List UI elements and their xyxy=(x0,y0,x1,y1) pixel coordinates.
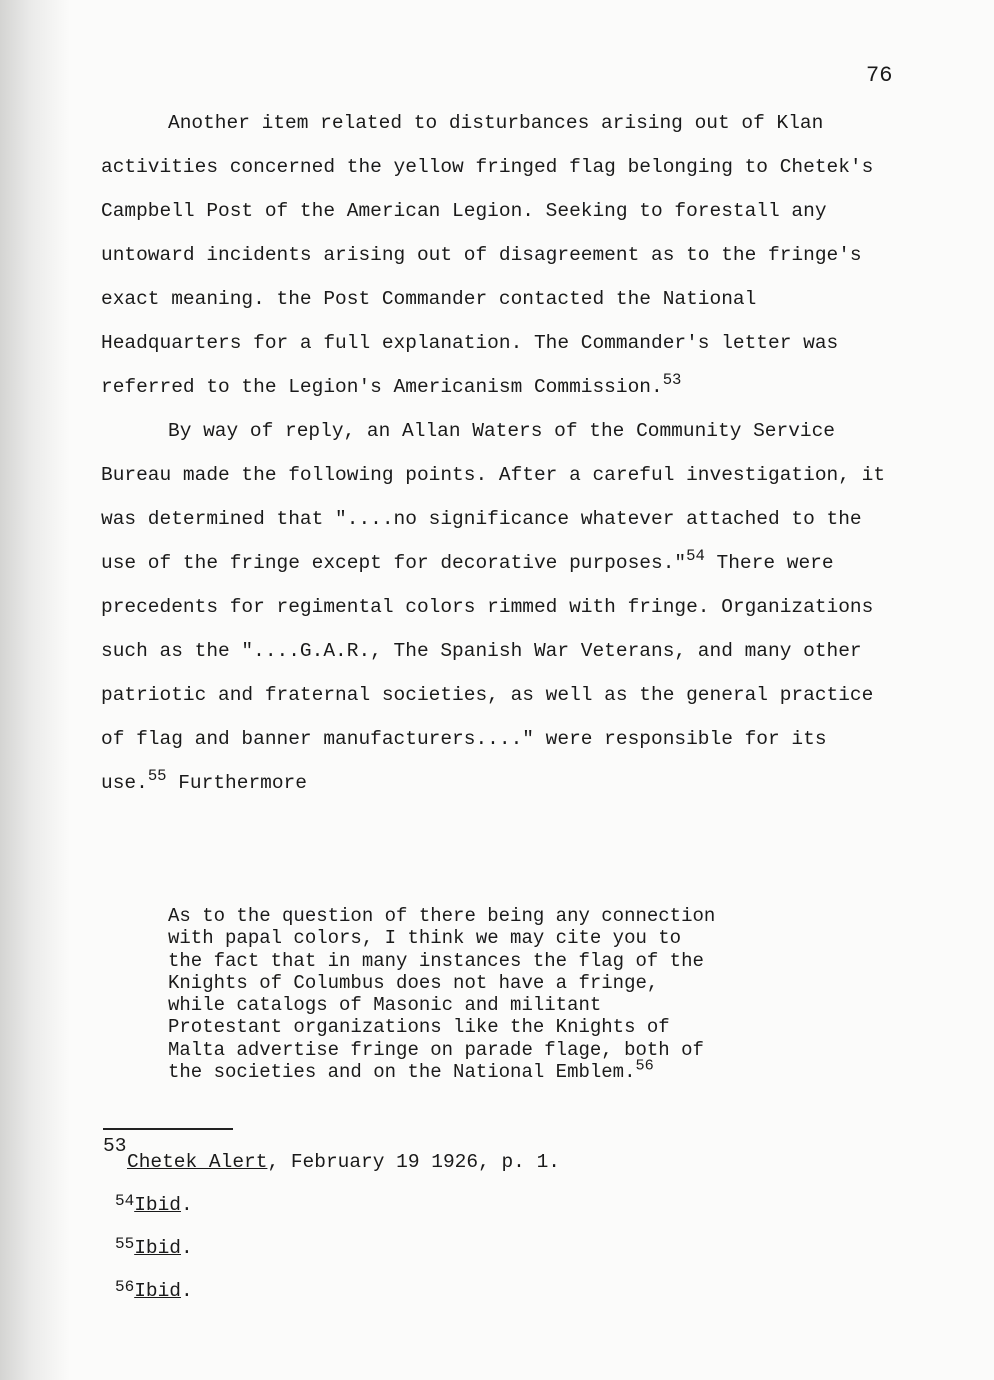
footnotes xyxy=(103,1134,803,1322)
quote-line: As to the question of there being any connection xyxy=(168,905,716,927)
footnote-ref-56[interactable]: 56 xyxy=(635,1056,654,1075)
paragraph xyxy=(101,409,901,805)
quote-line: with papal colors, I think we may cite you to xyxy=(168,927,682,950)
footnote-text xyxy=(103,1150,803,1174)
paragraph xyxy=(101,101,901,409)
footnote-number: 55 xyxy=(115,1235,135,1253)
footnote-source: Ibid xyxy=(134,1194,181,1216)
footnote-54 xyxy=(103,1193,803,1218)
quote-line xyxy=(168,1056,868,1084)
footnote-divider xyxy=(103,1128,233,1130)
footnote-55 xyxy=(103,1236,803,1261)
footnote-source: Ibid xyxy=(134,1237,181,1259)
page-edge-shadow xyxy=(0,0,70,1380)
footnote-ref-53[interactable]: 53 xyxy=(662,371,682,390)
footnote-rest: . xyxy=(181,1194,193,1216)
footnote-number: 53 xyxy=(103,1135,127,1157)
paragraph-text: By way of reply, an Allan Waters of the Community Service Bureau made the following points. After a careful investigation, it was determined that "....no significance whatever attached to the use of the fringe except for decorative purposes." xyxy=(101,420,886,574)
footnote-rest: . xyxy=(181,1280,193,1302)
paragraph-text: Another item related to disturbances arising out of Klan activities concerned the yellow fringed flag belonging to Chetek's Campbell Post of the American Legion. Seeking to forestall any untoward incidents arising out of disagreement as to the fringe's exact meaning. the Post Commander contacted the National Headquarters for a full explanation. The Commander's letter was referred to the Legion's Americanism Commission. xyxy=(101,112,874,398)
footnote-number: 56 xyxy=(115,1278,135,1296)
quote-line-text: the societies and on the National Emblem. xyxy=(168,1061,636,1084)
footnote-rest: . xyxy=(181,1237,193,1259)
footnote-53 xyxy=(103,1134,803,1174)
footnote-number: 54 xyxy=(115,1192,135,1210)
page-number: 76 xyxy=(866,63,893,88)
footnote-rest: , February 19 1926, p. 1. xyxy=(267,1151,560,1173)
footnote-source: Ibid xyxy=(134,1280,181,1302)
paragraph-text: Furthermore xyxy=(166,772,307,794)
quote-line: Protestant organizations like the Knights of xyxy=(168,1016,670,1039)
quote-line: Malta advertise fringe on parade flage, both of xyxy=(168,1038,704,1061)
footnote-ref-55[interactable]: 55 xyxy=(147,767,167,786)
footnote-source: Chetek Alert xyxy=(127,1151,268,1173)
footnote-ref-54[interactable]: 54 xyxy=(686,547,705,566)
body-text xyxy=(101,101,901,805)
quote-line: Knights of Columbus does not have a fringe, xyxy=(168,971,659,994)
paragraph-text: There were precedents for regimental colors rimmed with fringe. Organizations such as the "....G.A.R., The Spanish War Veterans, and many other patriotic and fraternal societies, as well as the general practice of flag and banner manufacturers...." were responsible for its use. xyxy=(101,552,874,794)
block-quote xyxy=(168,905,868,1083)
footnote-56 xyxy=(103,1279,803,1304)
quote-line: while catalogs of Masonic and militant xyxy=(168,994,602,1017)
quote-line: the fact that in many instances the flag of the xyxy=(168,949,704,972)
